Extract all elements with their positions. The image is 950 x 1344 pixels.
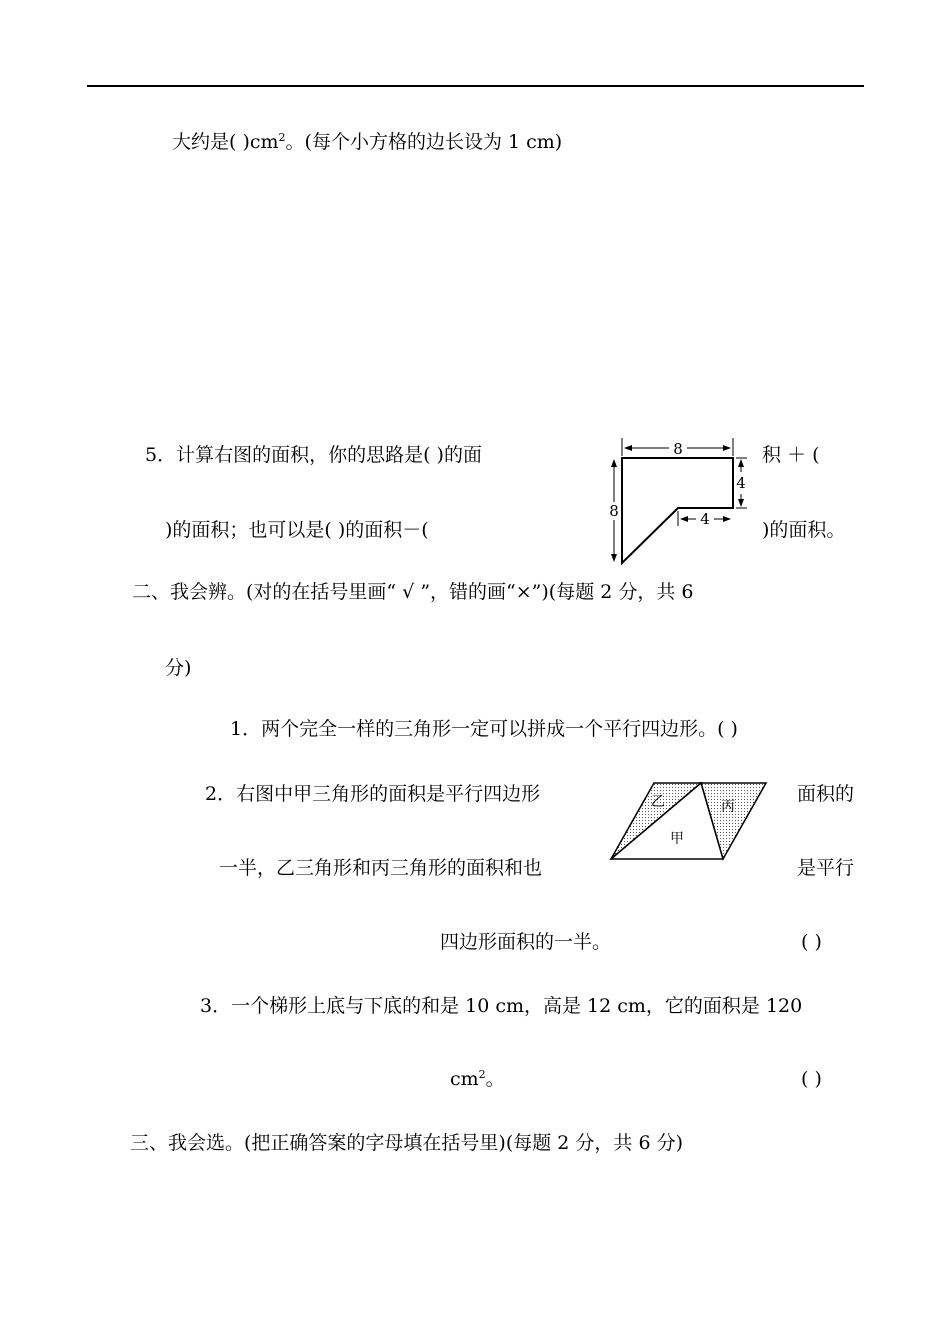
s2-q2-line2-left: 一半，乙三角形和丙三角形的面积和也 xyxy=(219,857,543,879)
figure-label-jia: 甲 xyxy=(670,831,684,847)
s2-q2-line1-right: 面积的 xyxy=(797,783,855,805)
q5-figure-inner-label: 4 xyxy=(700,510,710,528)
q4-superscript: 2 xyxy=(278,131,286,144)
s2-q2-parallelogram-diagram xyxy=(608,780,772,866)
figure-label-yi: 乙 xyxy=(651,794,665,810)
q5-line2-left: )的面积；也可以是( )的面积－( xyxy=(165,519,429,541)
s2-q2-line1-left: 2．右图中甲三角形的面积是平行四边形 xyxy=(205,783,541,805)
q5-line1-left: 5．计算右图的面积，你的思路是( )的面 xyxy=(145,444,482,466)
s2-q3-line2 xyxy=(450,1067,505,1091)
q4-suffix: 。(每个小方格的边长设为 1 cm) xyxy=(285,131,563,153)
section2-title-line1: 二、我会辨。(对的在括号里画“ √ ”，错的画“×”)(每题 2 分，共 6 xyxy=(132,581,694,603)
q5-line2-right: )的面积。 xyxy=(762,519,846,541)
q4-answer-line xyxy=(172,130,562,154)
s2-q1-text: 1．两个完全一样的三角形一定可以拼成一个平行四边形。( ) xyxy=(230,718,738,740)
q5-figure-diagram xyxy=(605,436,755,570)
s2-q3-unit: cm xyxy=(450,1068,479,1090)
s2-q3-line1: 3．一个梯形上底与下底的和是 10 cm，高是 12 cm，它的面积是 120 xyxy=(200,995,803,1017)
section2-title-line2: 分) xyxy=(165,657,192,679)
s2-q2-line2-right: 是平行 xyxy=(797,857,855,879)
section3-title: 三、我会选。(把正确答案的字母填在括号里)(每题 2 分，共 6 分) xyxy=(130,1132,683,1154)
q5-line1-right: 积 ＋ ( xyxy=(762,444,820,466)
s2-q3-period: 。 xyxy=(485,1068,505,1090)
q5-figure-left-label: 8 xyxy=(609,502,619,520)
s2-q3-superscript: 2 xyxy=(478,1068,486,1081)
q5-figure-right-label: 4 xyxy=(736,474,746,492)
figure-label-bing: 丙 xyxy=(721,799,735,815)
s2-q3-answer-bracket: ( ) xyxy=(801,1068,822,1090)
q4-prefix: 大约是( )cm xyxy=(172,131,279,153)
s2-q2-answer-bracket: ( ) xyxy=(801,931,822,953)
header-rule xyxy=(87,85,864,87)
s2-q2-line3: 四边形面积的一半。 xyxy=(440,931,612,953)
q5-figure-top-label: 8 xyxy=(673,440,683,458)
